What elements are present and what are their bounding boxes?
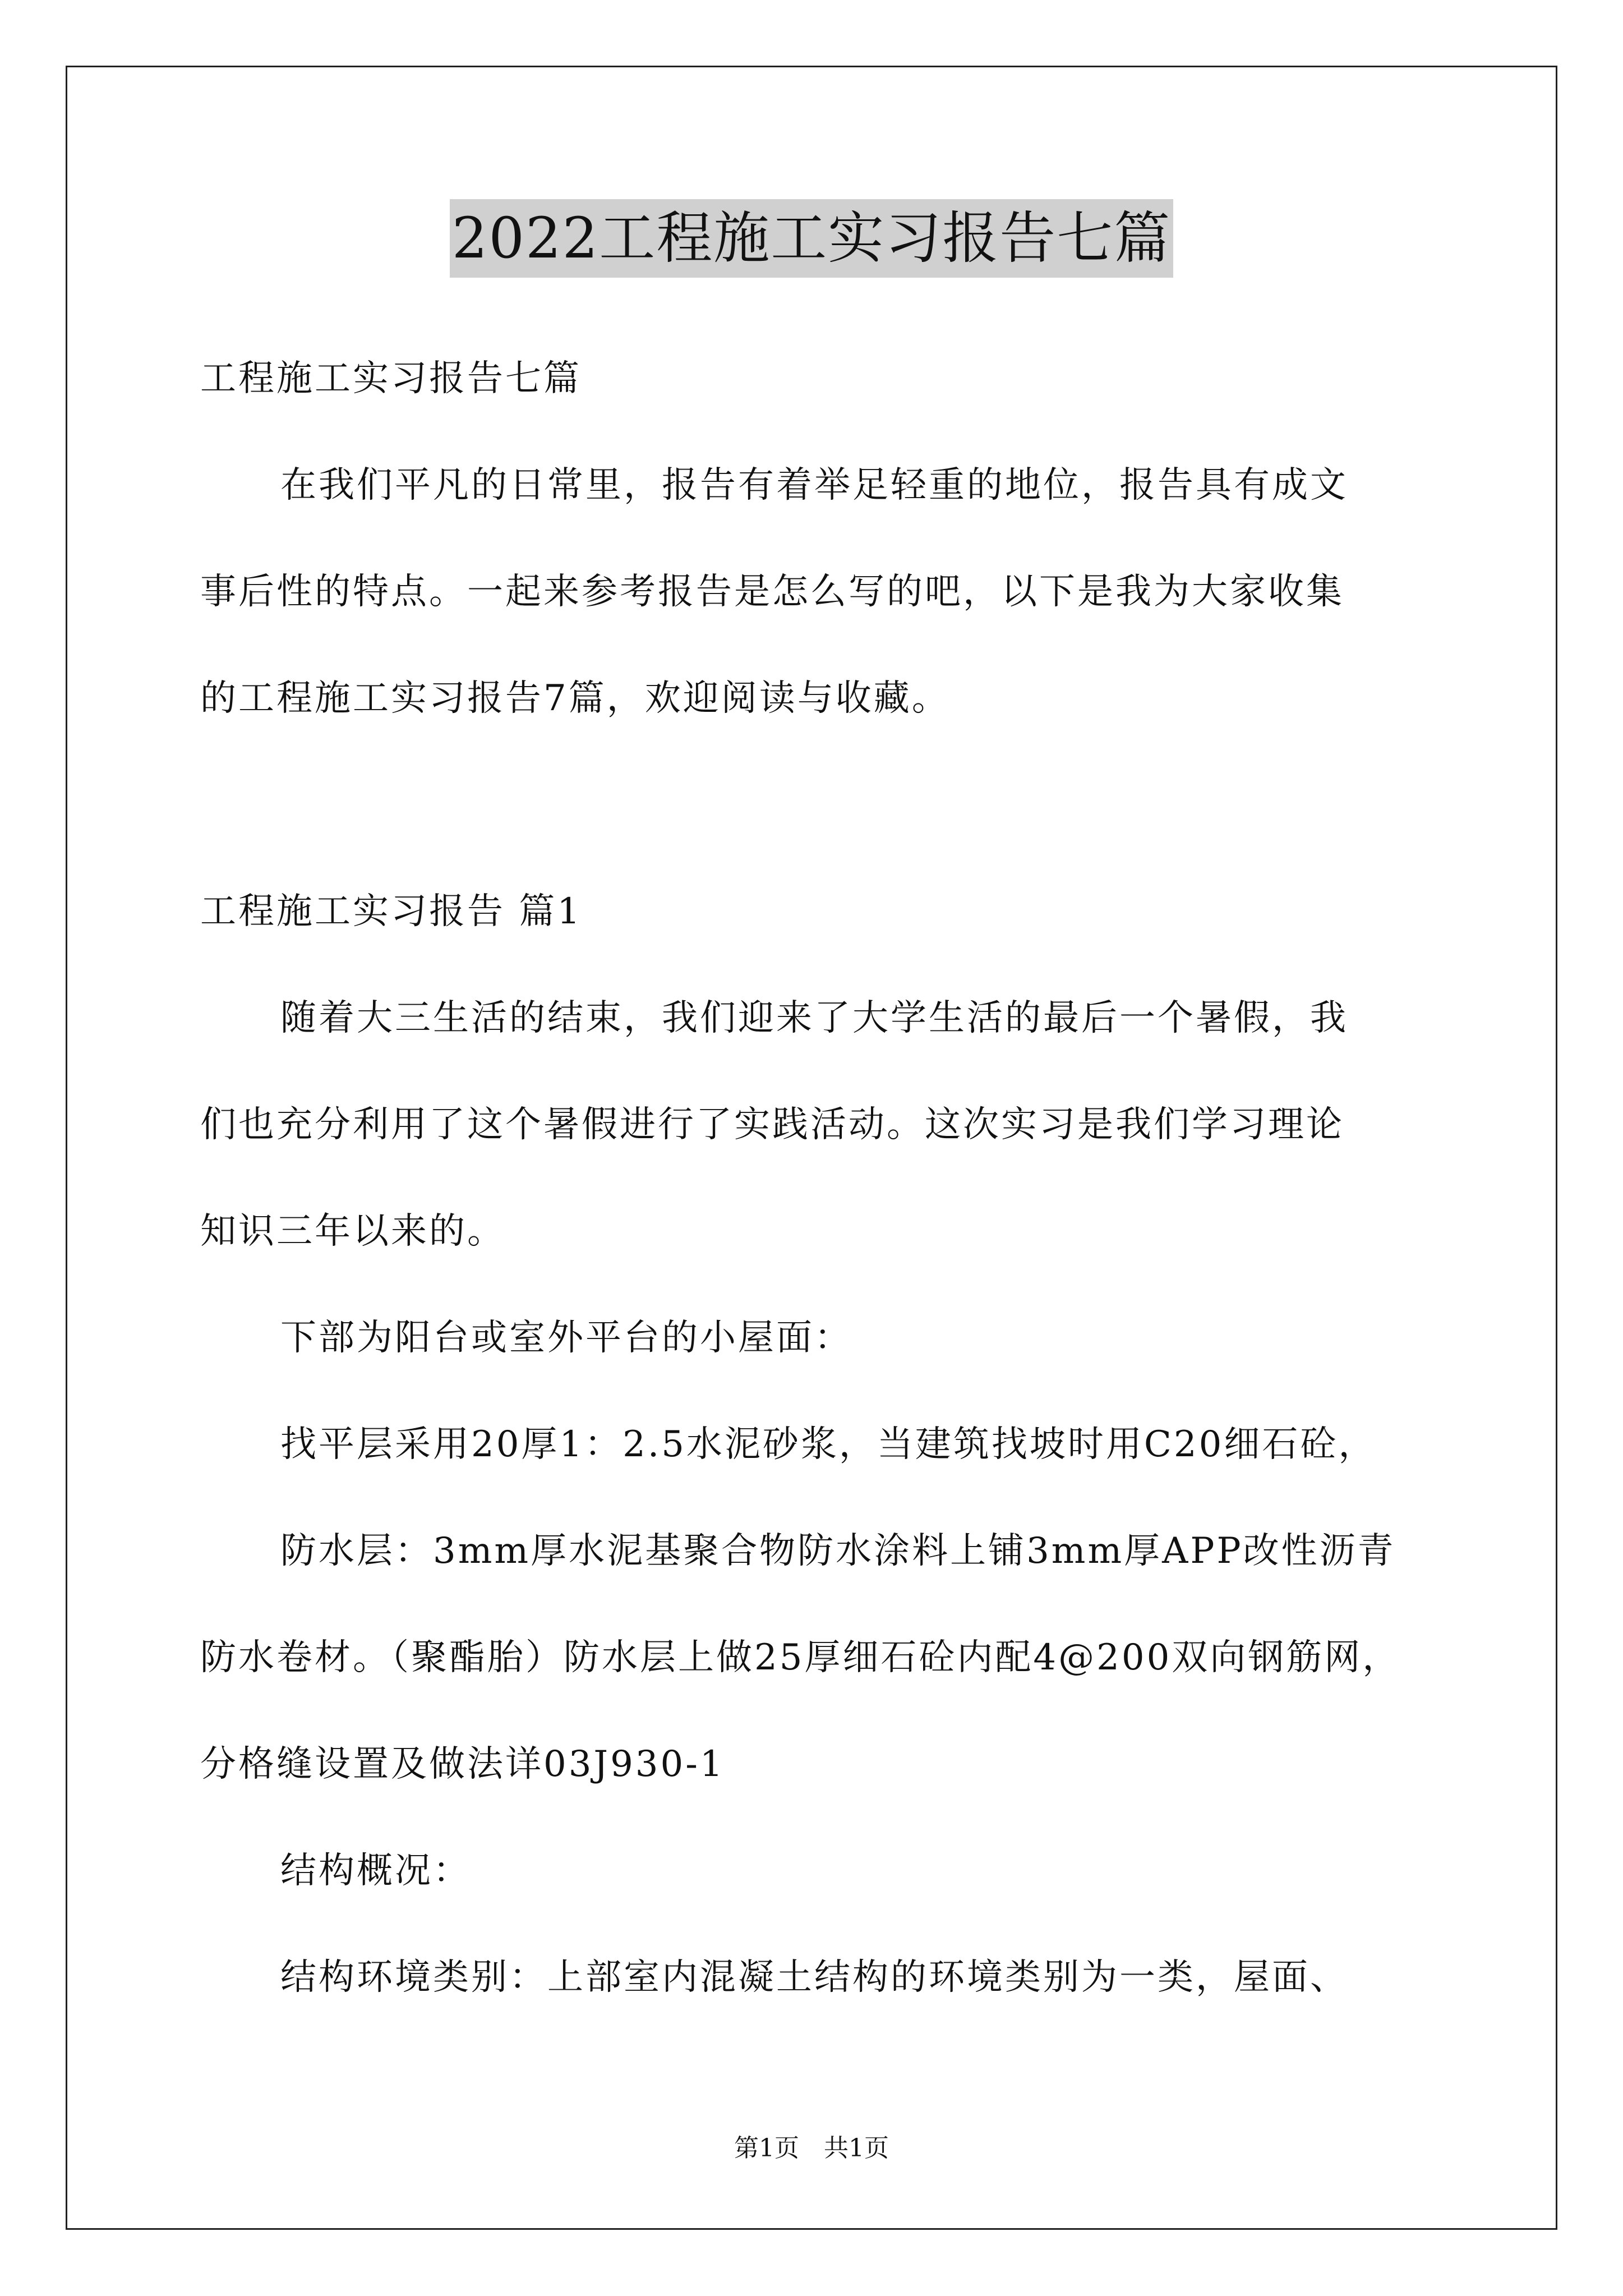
paragraph-line: 下部为阳台或室外平台的小屋面： (280, 1317, 852, 1359)
paragraph-line: 防水卷材。（聚酯胎）防水层上做25厚细石砼内配4@200双向钢筋网， (200, 1637, 1401, 1678)
paragraph-line: 的工程施工实习报告7篇，欢迎阅读与收藏。 (200, 678, 950, 719)
paragraph-line: 结构概况： (280, 1850, 471, 1892)
paragraph-line: 分格缝设置及做法详03J930-1 (200, 1743, 725, 1785)
paragraph-line: 事后性的特点。一起来参考报告是怎么写的吧，以下是我为大家收集 (200, 571, 1344, 613)
section-heading: 工程施工实习报告 篇1 (200, 891, 583, 932)
paragraph-line: 找平层采用20厚1：2.5水泥砂浆，当建筑找坡时用C20细石砼， (280, 1424, 1377, 1465)
page-footer: 第1页 共1页 (734, 2134, 889, 2162)
paragraph-line: 在我们平凡的日常里，报告有着举足轻重的地位，报告具有成文 (280, 464, 1348, 506)
document-title: 2022工程施工实习报告七篇 (450, 199, 1174, 278)
paragraph-line: 们也充分利用了这个暑假进行了实践活动。这次实习是我们学习理论 (200, 1104, 1344, 1145)
paragraph-line: 知识三年以来的。 (200, 1211, 505, 1252)
paragraph-line: 随着大三生活的结束，我们迎来了大学生活的最后一个暑假，我 (280, 997, 1348, 1039)
title-container (0, 199, 1623, 278)
paragraph-line: 防水层：3mm厚水泥基聚合物防水涂料上铺3mm厚APP改性沥青 (280, 1530, 1396, 1572)
subtitle-line: 工程施工实习报告七篇 (200, 358, 582, 399)
paragraph-line: 结构环境类别：上部室内混凝土结构的环境类别为一类，屋面、 (280, 1957, 1348, 1998)
